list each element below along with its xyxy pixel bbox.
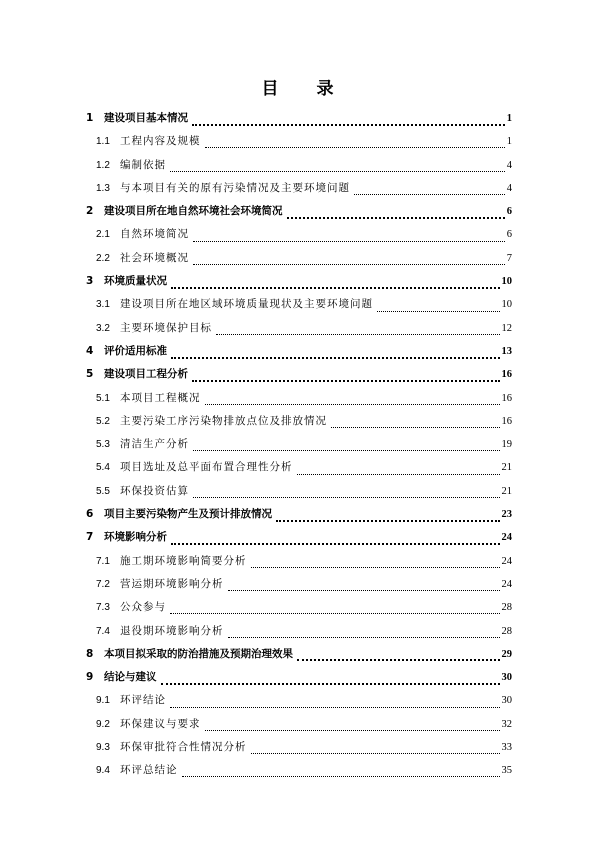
toc-entry-title: 环评结论 [120, 694, 166, 707]
toc-dot-leader [193, 440, 500, 451]
toc-entry-number: 5 [86, 368, 94, 381]
toc-entry-page-number: 33 [501, 742, 512, 754]
toc-entry-title: 与本项目有关的原有污染情况及主要环境问题 [120, 181, 350, 194]
toc-entry-number: 8 [86, 647, 94, 660]
toc-chapter-entry[interactable] [86, 363, 512, 386]
toc-dot-leader [171, 277, 500, 289]
toc-chapter-entry[interactable] [86, 107, 512, 130]
toc-entry-number: 5.5 [96, 485, 110, 497]
toc-dot-leader [193, 487, 500, 498]
toc-entry-title: 自然环境简况 [120, 228, 189, 241]
toc-entry-title: 评价适用标准 [104, 344, 167, 357]
toc-section-entry[interactable] [86, 759, 512, 782]
toc-section-entry[interactable] [86, 293, 512, 316]
toc-section-entry[interactable] [86, 130, 512, 153]
toc-entry-number: 5.4 [96, 462, 110, 474]
toc-entry-number: 7.2 [96, 578, 110, 590]
toc-section-entry[interactable] [86, 387, 512, 410]
toc-dot-leader [193, 231, 505, 242]
toc-dot-leader [216, 324, 500, 335]
toc-entry-page-number: 10 [501, 276, 512, 288]
toc-entry-title: 公众参与 [120, 601, 166, 614]
toc-entry-page-number: 19 [501, 439, 512, 451]
toc-entry-number: 5.2 [96, 415, 110, 427]
toc-entry-number: 9.1 [96, 695, 110, 707]
toc-chapter-entry[interactable] [86, 666, 512, 689]
toc-section-entry[interactable] [86, 620, 512, 643]
page-title: 目 录 [261, 79, 350, 99]
toc-dot-leader [171, 533, 500, 545]
toc-dot-leader [193, 254, 505, 265]
toc-entry-page-number: 7 [506, 252, 512, 264]
toc-entry-title: 环保投资估算 [120, 484, 189, 497]
toc-entry-title: 施工期环境影响简要分析 [120, 554, 247, 567]
toc-dot-leader [161, 673, 500, 685]
toc-entry-number: 7 [86, 531, 94, 544]
toc-entry-number: 3.2 [96, 322, 110, 334]
toc-chapter-entry[interactable] [86, 340, 512, 363]
toc-entry-number: 9.2 [96, 718, 110, 730]
toc-dot-leader [205, 394, 500, 405]
toc-entry-number: 1.3 [96, 182, 110, 194]
toc-chapter-entry[interactable] [86, 200, 512, 223]
toc-entry-title: 营运期环境影响分析 [120, 577, 224, 590]
toc-entry-number: 7.4 [96, 625, 110, 637]
toc-entry-page-number: 1 [506, 136, 512, 148]
toc-entry-title: 建设项目工程分析 [104, 368, 188, 381]
toc-entry-page-number: 21 [501, 485, 512, 497]
toc-entry-title: 清洁生产分析 [120, 438, 189, 451]
toc-dot-leader [170, 161, 505, 172]
toc-entry-number: 5.3 [96, 439, 110, 451]
toc-dot-leader [228, 580, 500, 591]
toc-dot-leader [287, 207, 505, 219]
toc-entry-title: 建设项目所在地自然环境社会环境简况 [104, 205, 283, 218]
toc-dot-leader [297, 649, 500, 661]
toc-dot-leader [354, 184, 505, 195]
toc-dot-leader [276, 510, 500, 522]
toc-entry-number: 1.2 [96, 159, 110, 171]
toc-entry-number: 3 [86, 275, 94, 288]
toc-entry-page-number: 6 [506, 229, 512, 241]
toc-entry-page-number: 10 [501, 299, 512, 311]
toc-entry-title: 主要污染工序污染物排放点位及排放情况 [120, 414, 327, 427]
toc-dot-leader [170, 603, 500, 614]
toc-entry-number: 4 [86, 344, 94, 357]
toc-dot-leader [205, 720, 500, 731]
table-of-contents [86, 107, 512, 783]
toc-section-entry[interactable] [86, 177, 512, 200]
toc-entry-page-number: 30 [501, 695, 512, 707]
toc-section-entry[interactable] [86, 433, 512, 456]
toc-entry-title: 退役期环境影响分析 [120, 624, 224, 637]
toc-entry-number: 9 [86, 671, 94, 684]
toc-entry-title: 本项目工程概况 [120, 391, 201, 404]
toc-entry-number: 2.1 [96, 229, 110, 241]
toc-entry-number: 6 [86, 508, 94, 521]
toc-chapter-entry[interactable] [86, 643, 512, 666]
toc-chapter-entry[interactable] [86, 526, 512, 549]
toc-entry-page-number: 28 [501, 625, 512, 637]
toc-entry-title: 项目主要污染物产生及预计排放情况 [104, 508, 272, 521]
toc-entry-title: 本项目拟采取的防治措施及预期治理效果 [104, 647, 293, 660]
toc-section-entry[interactable] [86, 596, 512, 619]
toc-entry-number: 9.3 [96, 742, 110, 754]
toc-section-entry[interactable] [86, 689, 512, 712]
toc-entry-title: 建设项目基本情况 [104, 112, 188, 124]
toc-entry-page-number: 4 [506, 159, 512, 171]
toc-entry-page-number: 16 [501, 392, 512, 404]
toc-entry-number: 1 [86, 112, 94, 124]
toc-entry-number: 2.2 [96, 252, 110, 264]
toc-entry-page-number: 4 [506, 182, 512, 194]
toc-entry-page-number: 6 [506, 206, 512, 218]
toc-section-entry[interactable] [86, 573, 512, 596]
toc-entry-title: 主要环境保护目标 [120, 321, 212, 334]
toc-entry-number: 7.1 [96, 555, 110, 567]
toc-chapter-entry[interactable] [86, 503, 512, 526]
toc-section-entry[interactable] [86, 410, 512, 433]
toc-entry-page-number: 30 [501, 672, 512, 684]
toc-section-entry[interactable] [86, 247, 512, 270]
toc-entry-page-number: 35 [501, 765, 512, 777]
toc-entry-page-number: 24 [501, 532, 512, 544]
toc-entry-title: 环境质量状况 [104, 275, 167, 288]
toc-chapter-entry[interactable] [86, 270, 512, 293]
toc-entry-page-number: 24 [501, 555, 512, 567]
toc-entry-title: 建设项目所在地区域环境质量现状及主要环境问题 [120, 298, 373, 311]
toc-entry-title: 环保审批符合性情况分析 [120, 741, 247, 754]
toc-section-entry[interactable] [86, 223, 512, 246]
toc-dot-leader [251, 557, 500, 568]
toc-entry-page-number: 16 [501, 415, 512, 427]
toc-entry-page-number: 29 [501, 648, 512, 660]
toc-dot-leader [192, 370, 500, 382]
toc-entry-title: 环境影响分析 [104, 531, 167, 544]
toc-entry-title: 环评总结论 [120, 764, 178, 777]
toc-section-entry[interactable] [86, 480, 512, 503]
toc-section-entry[interactable] [86, 456, 512, 479]
toc-dot-leader [228, 627, 500, 638]
toc-entry-number: 3.1 [96, 299, 110, 311]
toc-section-entry[interactable] [86, 317, 512, 340]
toc-entry-number: 5.1 [96, 392, 110, 404]
toc-entry-page-number: 28 [501, 602, 512, 614]
toc-dot-leader [331, 417, 500, 428]
toc-dot-leader [171, 347, 500, 359]
toc-entry-page-number: 21 [501, 462, 512, 474]
toc-dot-leader [377, 301, 500, 312]
toc-entry-page-number: 23 [501, 509, 512, 521]
toc-dot-leader [170, 697, 500, 708]
toc-entry-title: 环保建议与要求 [120, 717, 201, 730]
toc-dot-leader [182, 766, 500, 777]
toc-entry-title: 项目选址及总平面布置合理性分析 [120, 461, 293, 474]
toc-entry-title: 编制依据 [120, 158, 166, 171]
toc-entry-number: 2 [86, 205, 94, 218]
toc-entry-page-number: 1 [506, 113, 512, 124]
toc-entry-title: 社会环境概况 [120, 251, 189, 264]
toc-dot-leader [205, 137, 505, 148]
toc-dot-leader [251, 743, 500, 754]
toc-section-entry[interactable] [86, 713, 512, 736]
toc-entry-page-number: 32 [501, 718, 512, 730]
toc-entry-title: 结论与建议 [104, 671, 157, 684]
toc-entry-page-number: 16 [501, 369, 512, 381]
toc-section-entry[interactable] [86, 550, 512, 573]
toc-section-entry[interactable] [86, 154, 512, 177]
toc-entry-number: 9.4 [96, 765, 110, 777]
toc-dot-leader [192, 114, 505, 126]
toc-entry-number: 1.1 [96, 136, 110, 148]
toc-dot-leader [297, 464, 500, 475]
toc-entry-page-number: 12 [501, 322, 512, 334]
toc-entry-title: 工程内容及规模 [120, 135, 201, 148]
toc-section-entry[interactable] [86, 736, 512, 759]
toc-entry-number: 7.3 [96, 602, 110, 614]
toc-entry-page-number: 24 [501, 578, 512, 590]
toc-entry-page-number: 13 [501, 345, 512, 357]
